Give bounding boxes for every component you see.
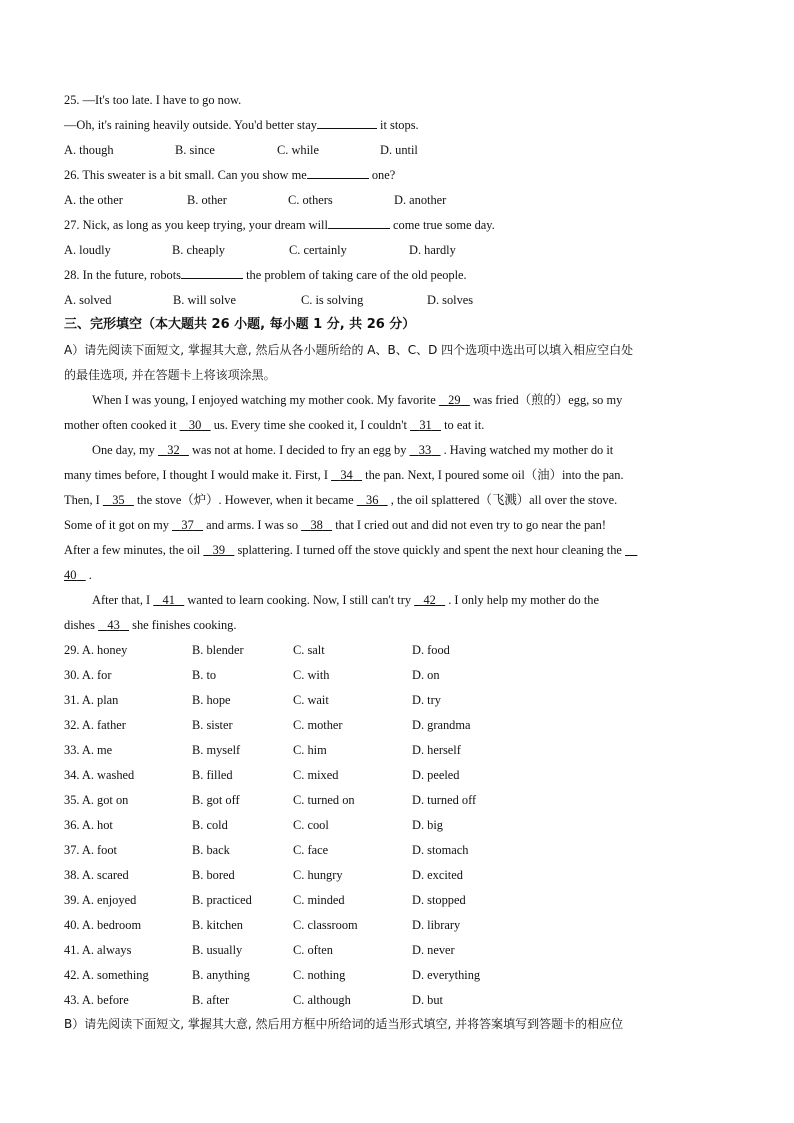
passage-text: us. Every time she cooked it, I couldn't: [210, 418, 411, 432]
q26-prompt: [64, 167, 395, 183]
q25-prompt: 25. —It's too late. I have to go now.: [64, 93, 242, 107]
q27-tail: come true some day.: [389, 218, 495, 232]
choice-option-a: 41. A. always: [64, 943, 132, 957]
choice-option-b: B. anything: [192, 968, 250, 982]
choice-option-a: 33. A. me: [64, 743, 113, 757]
passage-line: [92, 392, 622, 408]
choice-option-c: C. cool: [293, 818, 329, 832]
choice-option-c: C. minded: [293, 893, 345, 907]
choice-option-d: D. everything: [412, 968, 481, 982]
q28-option-d: D. solves: [427, 293, 474, 307]
blank-43: [98, 618, 129, 632]
choice-option-d: D. big: [412, 818, 443, 832]
choice-option-c: C. nothing: [293, 968, 346, 982]
choice-option-b: B. to: [192, 668, 217, 682]
q26-option-a: A. the other: [64, 193, 123, 207]
passage-line: [64, 467, 624, 483]
passage-text: .: [85, 568, 92, 582]
passage-text: was fried（煎的）egg, so my: [469, 393, 623, 407]
choice-option-d: D. food: [412, 643, 450, 657]
choice-option-a: 32. A. father: [64, 718, 126, 732]
blank-31: [410, 418, 441, 432]
q27-text: 27. Nick, as long as you keep trying, your dream will: [64, 218, 328, 232]
choice-row: [64, 767, 744, 783]
passage-line: [64, 492, 617, 508]
choice-option-c: C. wait: [293, 693, 329, 707]
blank-37: [172, 518, 203, 532]
q26-tail: one?: [368, 168, 396, 182]
choice-option-b: B. sister: [192, 718, 233, 732]
blank-30-number: 30: [188, 418, 202, 432]
choice-row: [64, 842, 744, 858]
passage-text: , the oil splattered（飞溅）all over the stove.: [387, 493, 618, 507]
choice-option-c: C. although: [293, 993, 351, 1007]
choice-option-b: B. filled: [192, 768, 233, 782]
choice-row: [64, 742, 744, 758]
passage-line: [64, 542, 637, 558]
blank-37-number: 37: [181, 518, 194, 532]
q28-option-b: B. will solve: [173, 293, 236, 307]
passage-text: Then, I: [64, 493, 103, 507]
choice-option-a: 38. A. scared: [64, 868, 129, 882]
choice-option-c: C. turned on: [293, 793, 355, 807]
blank-33-number: 33: [418, 443, 432, 457]
blank-41: [153, 593, 184, 607]
blank-39: [203, 543, 234, 557]
q26-option-b: B. other: [187, 193, 227, 207]
choice-option-c: C. him: [293, 743, 327, 757]
choice-option-a: 40. A. bedroom: [64, 918, 142, 932]
choice-option-a: 42. A. something: [64, 968, 149, 982]
choice-row: [64, 892, 744, 908]
q26-option-d: D. another: [394, 193, 447, 207]
choice-option-d: D. try: [412, 693, 441, 707]
choice-option-d: D. stomach: [412, 843, 469, 857]
q26-text: 26. This sweater is a bit small. Can you show me: [64, 168, 307, 182]
passage-line: [64, 517, 606, 533]
blank-31-number: 31: [419, 418, 432, 432]
q25-option-c: C. while: [277, 143, 319, 157]
choice-option-a: 43. A. before: [64, 993, 129, 1007]
q27-option-a: A. loudly: [64, 243, 111, 257]
passage-text: wanted to learn cooking. Now, I still can't try: [184, 593, 415, 607]
choice-option-d: D. on: [412, 668, 440, 682]
choice-option-c: C. mother: [293, 718, 343, 732]
choice-option-b: B. hope: [192, 693, 231, 707]
blank-40-number: 40: [64, 568, 77, 582]
q25-response-text: —Oh, it's raining heavily outside. You'd better stay: [64, 118, 317, 132]
choice-row: [64, 642, 744, 658]
q25-blank: [317, 128, 377, 129]
section-a-instruction-cont: 的最佳选项, 并在答题卡上将该项涂黑。: [64, 368, 276, 382]
blank-38-number: 38: [310, 518, 323, 532]
choice-option-d: D. turned off: [412, 793, 477, 807]
blank-34-number: 34: [340, 468, 353, 482]
passage-line: [92, 592, 599, 608]
q28-options: [64, 292, 744, 308]
choice-option-a: 37. A. foot: [64, 843, 118, 857]
choice-option-b: B. practiced: [192, 893, 252, 907]
blank-42: [414, 593, 445, 607]
blank-40: [64, 568, 86, 582]
q27-option-b: B. cheaply: [172, 243, 225, 257]
choice-row: [64, 917, 744, 933]
q27-option-d: D. hardly: [409, 243, 456, 257]
blank-36-number: 36: [366, 493, 379, 507]
blank-32: [158, 443, 189, 457]
blank-29: [439, 393, 470, 407]
q28-option-c: C. is solving: [301, 293, 364, 307]
choice-option-b: B. blender: [192, 643, 244, 657]
choice-row: [64, 667, 744, 683]
q25-option-d: D. until: [380, 143, 418, 157]
choice-option-a: 30. A. for: [64, 668, 112, 682]
choice-row: [64, 717, 744, 733]
choice-option-d: D. but: [412, 993, 443, 1007]
q26-blank: [307, 178, 369, 179]
choice-option-c: C. face: [293, 843, 329, 857]
choice-option-c: C. hungry: [293, 868, 343, 882]
q27-prompt: [64, 217, 495, 233]
blank-34: [331, 468, 362, 482]
choice-option-a: 36. A. hot: [64, 818, 113, 832]
choice-option-a: 31. A. plan: [64, 693, 119, 707]
choice-option-c: C. mixed: [293, 768, 339, 782]
blank-35: [103, 493, 134, 507]
choice-option-a: 29. A. honey: [64, 643, 128, 657]
blank-41-number: 41: [162, 593, 175, 607]
choice-option-d: D. excited: [412, 868, 463, 882]
passage-text: . Having watched my mother do it: [440, 443, 614, 457]
q27-option-c: C. certainly: [289, 243, 347, 257]
blank-39-number: 39: [212, 543, 226, 557]
choice-option-b: B. usually: [192, 943, 243, 957]
choice-option-b: B. bored: [192, 868, 235, 882]
q25-options: [64, 142, 744, 158]
choice-option-c: C. salt: [293, 643, 325, 657]
blank-35-number: 35: [112, 493, 125, 507]
choice-option-c: C. classroom: [293, 918, 358, 932]
passage-text: was not at home. I decided to fry an egg by: [188, 443, 410, 457]
choice-option-a: 35. A. got on: [64, 793, 129, 807]
choice-row: [64, 967, 744, 983]
blank-43-number: 43: [107, 618, 120, 632]
choice-option-d: D. library: [412, 918, 461, 932]
q28-blank: [181, 278, 243, 279]
blank-38: [301, 518, 332, 532]
q25-option-a: A. though: [64, 143, 114, 157]
choice-option-d: D. grandma: [412, 718, 471, 732]
blank-42-number: 42: [423, 593, 436, 607]
q28-text: 28. In the future, robots: [64, 268, 181, 282]
choice-option-b: B. got off: [192, 793, 240, 807]
q28-option-a: A. solved: [64, 293, 112, 307]
passage-line: [64, 617, 236, 633]
section-title: 三、完形填空（本大题共 26 小题, 每小题 1 分, 共 26 分）: [64, 317, 416, 332]
choice-option-b: B. after: [192, 993, 230, 1007]
q28-tail: the problem of taking care of the old people.: [243, 268, 467, 282]
passage-text: When I was young, I enjoyed watching my mother cook. My favorite: [92, 393, 439, 407]
q26-options: [64, 192, 744, 208]
choice-option-b: B. back: [192, 843, 230, 857]
choice-option-a: 39. A. enjoyed: [64, 893, 137, 907]
choice-option-b: B. myself: [192, 743, 241, 757]
passage-text: many times before, I thought I would make it. First, I: [64, 468, 332, 482]
choice-option-d: D. herself: [412, 743, 461, 757]
choice-option-b: B. cold: [192, 818, 228, 832]
passage-text: splattering. I turned off the stove quickly and spent the next hour cleaning the: [234, 543, 626, 557]
choice-option-c: C. often: [293, 943, 333, 957]
blank-32-number: 32: [167, 443, 180, 457]
q25-response: [64, 117, 419, 133]
choice-row: [64, 692, 744, 708]
passage-text: After a few minutes, the oil: [64, 543, 204, 557]
passage-text: she finishes cooking.: [129, 618, 237, 632]
blank-33: [410, 443, 441, 457]
choice-row: [64, 992, 744, 1008]
passage-text: and arms. I was so: [203, 518, 302, 532]
blank-30: [180, 418, 211, 432]
choice-option-d: D. stopped: [412, 893, 466, 907]
choice-row: [64, 792, 744, 808]
passage-text: the stove（炉）. However, when it became: [133, 493, 357, 507]
choice-row: [64, 817, 744, 833]
passage-text: After that, I: [92, 593, 154, 607]
passage-text: mother often cooked it: [64, 418, 180, 432]
choice-option-d: D. never: [412, 943, 455, 957]
choice-option-b: B. kitchen: [192, 918, 243, 932]
choice-row: [64, 867, 744, 883]
blank-40-start: [625, 543, 637, 557]
passage-text: Some of it got on my: [64, 518, 173, 532]
q27-options: [64, 242, 744, 258]
passage-line: [64, 417, 484, 433]
q26-option-c: C. others: [288, 193, 333, 207]
choice-option-c: C. with: [293, 668, 330, 682]
choice-option-a: 34. A. washed: [64, 768, 135, 782]
section-b-instruction: B）请先阅读下面短文, 掌握其大意, 然后用方框中所给词的适当形式填空, 并将答案填写到答题卡的相应位: [64, 1017, 624, 1031]
passage-line: [92, 442, 613, 458]
section-a-instruction: A）请先阅读下面短文, 掌握其大意, 然后从各小题所给的 A、B、C、D 四个选项中选出可以填入相应空白处: [64, 343, 634, 357]
passage-text: that I cried out and did not even try to go near the pan!: [332, 518, 607, 532]
blank-29-number: 29: [448, 393, 461, 407]
passage-text: dishes: [64, 618, 99, 632]
choice-option-d: D. peeled: [412, 768, 460, 782]
passage-text: to eat it.: [441, 418, 485, 432]
passage-text: . I only help my mother do the: [445, 593, 599, 607]
passage-text: One day, my: [92, 443, 158, 457]
passage-text: the pan. Next, I poured some oil（油）into the pan.: [362, 468, 624, 482]
blank-36: [357, 493, 388, 507]
q25-response-tail: it stops.: [376, 118, 419, 132]
choice-row: [64, 942, 744, 958]
q25-option-b: B. since: [175, 143, 215, 157]
passage-line: [64, 567, 92, 583]
q28-prompt: [64, 267, 467, 283]
q27-blank: [328, 228, 390, 229]
